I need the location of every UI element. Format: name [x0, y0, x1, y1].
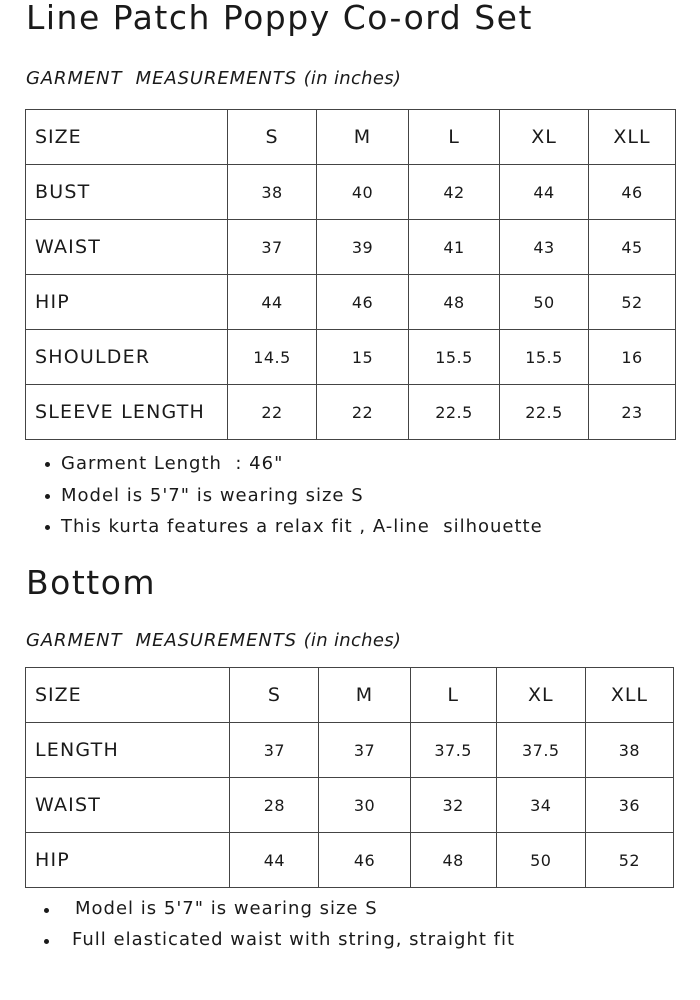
note-text: This kurta features a relax fit , A-line silhouette [61, 516, 543, 537]
caption-unit: (in inches) [303, 68, 402, 89]
table-cell: 44 [500, 165, 589, 220]
table-row [26, 723, 674, 778]
header-cell: L [409, 110, 500, 165]
list-item [44, 897, 515, 928]
note-text: Full elasticated waist with string, straight fit [72, 929, 516, 950]
note-text: Model is 5'7" is wearing size S [61, 485, 364, 506]
measurements-caption [26, 629, 401, 653]
page-title: Line Patch Poppy Co-ord Set [26, 0, 533, 37]
table-cell: 37 [230, 723, 319, 778]
table-cell: 37.5 [410, 723, 496, 778]
table-cell: 50 [496, 833, 585, 888]
header-cell: XL [496, 668, 585, 723]
table-cell: 28 [230, 778, 319, 833]
row-label: SHOULDER [26, 330, 228, 385]
caption-unit: (in inches) [303, 630, 402, 651]
table-cell: 37 [228, 220, 317, 275]
table-cell: 38 [228, 165, 317, 220]
list-item [61, 452, 543, 484]
table-cell: 43 [500, 220, 589, 275]
table-cell: 52 [585, 833, 673, 888]
table-cell: 16 [589, 330, 676, 385]
table-row [26, 330, 676, 385]
table-cell: 41 [409, 220, 500, 275]
table-cell: 46 [317, 275, 409, 330]
table-cell: 22.5 [409, 385, 500, 440]
table-row [26, 778, 674, 833]
table-cell: 22 [228, 385, 317, 440]
table-header-row [26, 668, 674, 723]
top-notes-list [61, 452, 543, 547]
list-item [61, 515, 543, 547]
header-cell: M [317, 110, 409, 165]
table-row [26, 385, 676, 440]
table-cell: 38 [585, 723, 673, 778]
table-cell: 22 [317, 385, 409, 440]
header-cell: M [319, 668, 410, 723]
table-cell: 44 [230, 833, 319, 888]
table-cell: 46 [589, 165, 676, 220]
measurements-caption [26, 67, 401, 91]
table-cell: 46 [319, 833, 410, 888]
caption-text: GARMENT MEASUREMENTS [26, 68, 304, 89]
table-cell: 34 [496, 778, 585, 833]
table-cell: 15.5 [500, 330, 589, 385]
table-cell: 14.5 [228, 330, 317, 385]
header-cell: SIZE [26, 110, 228, 165]
note-text: Model is 5'7" is wearing size S [75, 898, 378, 919]
table-cell: 36 [585, 778, 673, 833]
table-cell: 48 [409, 275, 500, 330]
table-cell: 37 [319, 723, 410, 778]
row-label: BUST [26, 165, 228, 220]
table-row [26, 220, 676, 275]
row-label: WAIST [26, 220, 228, 275]
table-cell: 44 [228, 275, 317, 330]
table-cell: 45 [589, 220, 676, 275]
table-cell: 50 [500, 275, 589, 330]
table-row [26, 833, 674, 888]
note-text: Garment Length : 46" [61, 453, 284, 474]
header-cell: L [410, 668, 496, 723]
header-cell: S [230, 668, 319, 723]
table-cell: 30 [319, 778, 410, 833]
table-cell: 42 [409, 165, 500, 220]
table-row [26, 275, 676, 330]
row-label: HIP [26, 833, 230, 888]
table-cell: 37.5 [496, 723, 585, 778]
table-cell: 52 [589, 275, 676, 330]
header-cell: XL [500, 110, 589, 165]
table-cell: 39 [317, 220, 409, 275]
table-cell: 22.5 [500, 385, 589, 440]
caption-text: GARMENT MEASUREMENTS [26, 630, 304, 651]
list-item [61, 484, 543, 515]
row-label: LENGTH [26, 723, 230, 778]
bottom-notes-list [44, 897, 515, 959]
table-cell: 15.5 [409, 330, 500, 385]
row-label: WAIST [26, 778, 230, 833]
table-cell: 23 [589, 385, 676, 440]
row-label: SLEEVE LENGTH [26, 385, 228, 440]
table-cell: 40 [317, 165, 409, 220]
header-cell: XLL [585, 668, 673, 723]
list-item [44, 928, 515, 959]
section-title-bottom: Bottom [26, 563, 157, 602]
bottom-measurements-table [25, 667, 674, 888]
table-cell: 15 [317, 330, 409, 385]
table-cell: 32 [410, 778, 496, 833]
table-header-row [26, 110, 676, 165]
header-cell: S [228, 110, 317, 165]
top-measurements-table [25, 109, 676, 440]
header-cell: SIZE [26, 668, 230, 723]
header-cell: XLL [589, 110, 676, 165]
table-cell: 48 [410, 833, 496, 888]
row-label: HIP [26, 275, 228, 330]
table-row [26, 165, 676, 220]
